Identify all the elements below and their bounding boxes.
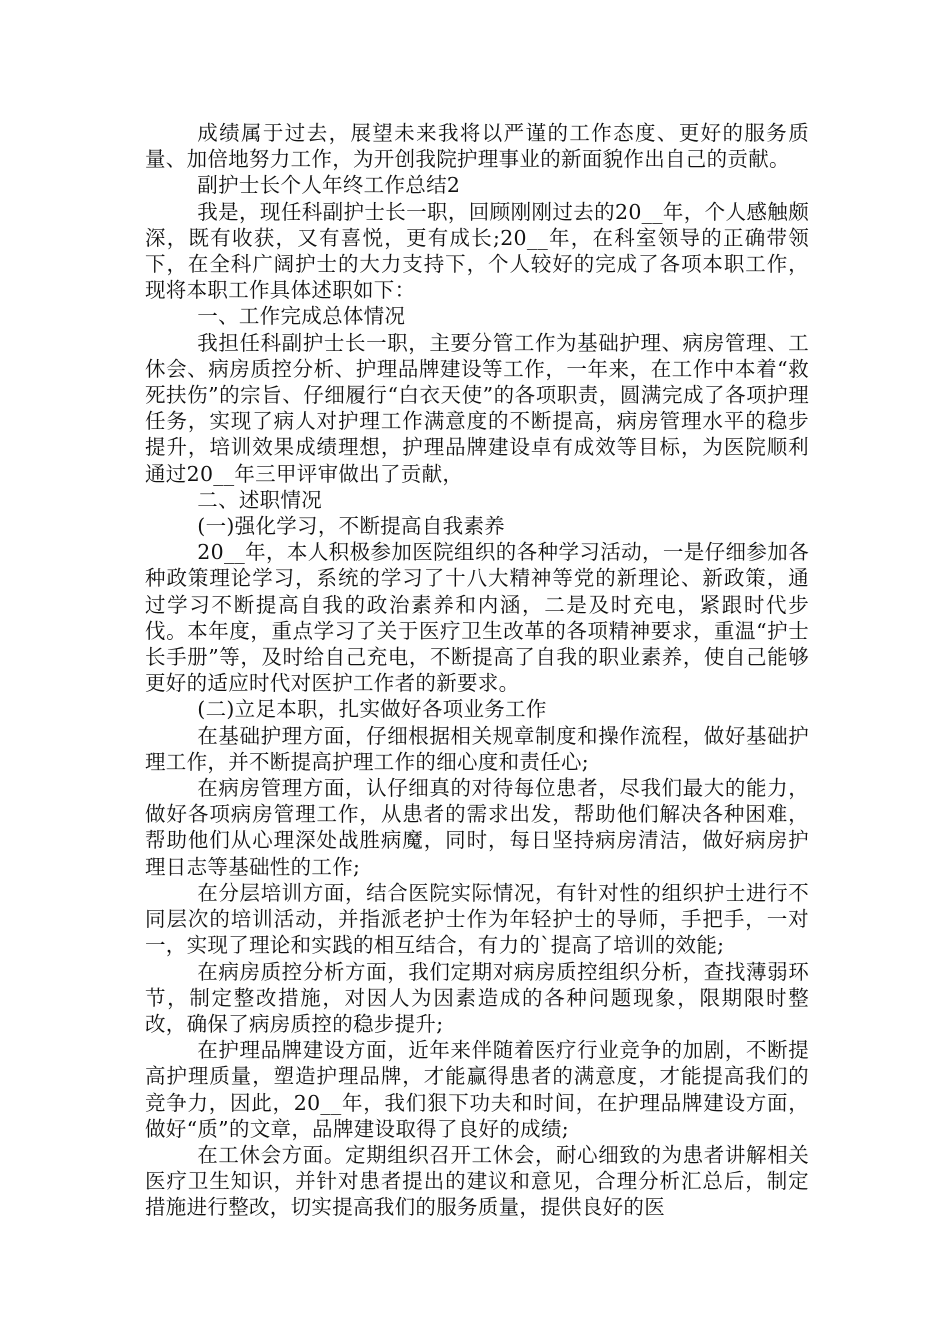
paragraph-ward-management: 在病房管理方面，认仔细真的对待每位患者，尽我们最大的能力，做好各项病房管理工作，从患者的需求出发，帮助他们解决各种困难，帮助他们从心理深处战胜病魔，同时，每日坚持病房清洁，做好病房护理日志等基础性的工作;: [145, 776, 809, 879]
paragraph-training: 在分层培训方面，结合医院实际情况，有针对性的组织护士进行不同层次的培训活动，并指派老护士作为年轻护士的导师，手把手，一对一，实现了理论和实践的相互结合，有力的`提高了培训的效能;: [145, 880, 809, 958]
document-body: [145, 120, 809, 1221]
paragraph-closing: 成绩属于过去，展望未来我将以严谨的工作态度、更好的服务质量、加倍地努力工作，为开创我院护理事业的新面貌作出自己的贡献。: [145, 121, 809, 172]
subheading-duties: (二)立足本职，扎实做好各项业务工作: [197, 697, 547, 722]
heading-overall-situation: 一、工作完成总体情况: [197, 304, 406, 329]
paragraph-overall: 我担任科副护士长一职，主要分管工作为基础护理、病房管理、工休会、病房质控分析、护理品牌建设等工作，一年来，在工作中本着“救死扶伤”的宗旨、仔细履行“白衣天使”的各项职责，圆满完成了各项护理任务，实现了病人对护理工作满意度的不断提高，病房管理水平的稳步提升，培训效果成绩理想，护理品牌建设卓有成效等目标，为医院顺利通过20__年三甲评审做出了贡献，: [145, 330, 809, 486]
paragraph-study: 20__年，本人积极参加医院组织的各种学习活动，一是仔细参加各种政策理论学习，系统的学习了十八大精神等党的新理论、新政策，通过学习不断提高自我的政治素养和内涵，二是及时充电，紧跟时代步伐。本年度，重点学习了关于医疗卫生改革的各项精神要求，重温“护士长手册”等，及时给自己充电，不断提高了自我的职业素养，使自己能够更好的适应时代对医护工作者的新要求。: [145, 540, 809, 696]
section-title: 副护士长个人年终工作总结2: [197, 173, 461, 198]
paragraph-basic-nursing: 在基础护理方面，仔细根据相关规章制度和操作流程，做好基础护理工作，并不断提高护理工作的细心度和责任心;: [145, 723, 809, 774]
heading-report: 二、述职情况: [197, 487, 323, 512]
paragraph-brand-building: 在护理品牌建设方面，近年来伴随着医疗行业竞争的加剧，不断提高护理质量，塑造护理品牌，才能赢得患者的满意度，才能提高我们的竞争力，因此，20__年，我们狠下功夫和时间，在护理品牌建设方面，做好“质”的文章，品牌建设取得了良好的成绩;: [145, 1038, 809, 1141]
paragraph-quality-control: 在病房质控分析方面，我们定期对病房质控组织分析，查找薄弱环节，制定整改措施，对因人为因素造成的各种问题现象，限期限时整改，确保了病房质控的稳步提升;: [145, 959, 809, 1036]
paragraph-intro: 我是，现任科副护士长一职，回顾刚刚过去的20__年，个人感触颇深，既有收获，又有喜悦，更有成长;20__年，在科室领导的正确带领下，在全科广阔护士的大力支持下，个人较好的完成了各项本职工作，现将本职工作具体述职如下：: [145, 199, 809, 303]
paragraph-patient-meeting: 在工休会方面。定期组织召开工休会，耐心细致的为患者讲解相关医疗卫生知识，并针对患者提出的建议和意见，合理分析汇总后，制定措施进行整改，切实提高我们的服务质量，提供良好的医: [145, 1142, 809, 1220]
subheading-study: (一)强化学习，不断提高自我素养: [197, 514, 506, 539]
